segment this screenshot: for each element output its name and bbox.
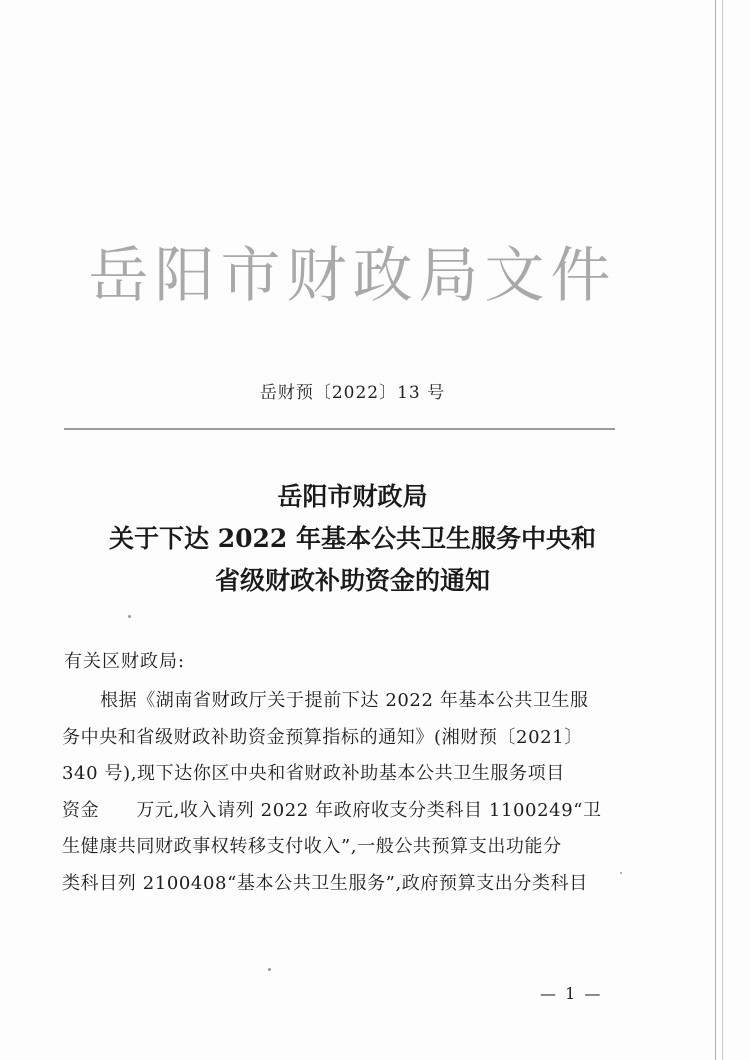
scan-speck bbox=[620, 872, 622, 874]
scan-edge-line bbox=[722, 0, 723, 1060]
title-line: 省级财政补助资金的通知 bbox=[214, 566, 490, 595]
document-header-title: 岳阳市财政局文件 bbox=[88, 241, 617, 311]
page-number: — 1 — bbox=[540, 984, 603, 1003]
body-line: 务中央和省级财政补助资金预算指标的通知》(湘财预〔2021〕 bbox=[62, 726, 583, 748]
body-line: 生健康共同财政事权转移支付收入”,一般公共预算支出功能分 bbox=[62, 836, 562, 857]
header-divider bbox=[64, 428, 615, 430]
scan-speck bbox=[128, 615, 131, 618]
scan-edge-line bbox=[715, 0, 716, 1060]
body-line: 类科目列 2100408“基本公共卫生服务”,政府预算支出分类科目 bbox=[62, 872, 588, 894]
body-paragraph bbox=[62, 683, 622, 902]
body-line: 根据《湖南省财政厅关于提前下达 2022 年基本公共卫生服 bbox=[100, 690, 589, 711]
scan-speck bbox=[268, 968, 271, 971]
title-line: 岳阳市财政局 bbox=[277, 482, 428, 511]
notice-title bbox=[0, 476, 705, 602]
body-line: 资金 万元,收入请列 2022 年政府收支分类科目 1100249“卫 bbox=[62, 799, 602, 821]
title-line: 关于下达 2022 年基本公共卫生服务中央和 bbox=[109, 524, 596, 553]
body-line: 340 号),现下达你区中央和省财政补助基本公共卫生服务项目 bbox=[62, 763, 565, 784]
addressee: 有关区财政局: bbox=[64, 651, 186, 672]
document-number: 岳财预〔2022〕13 号 bbox=[259, 383, 446, 403]
